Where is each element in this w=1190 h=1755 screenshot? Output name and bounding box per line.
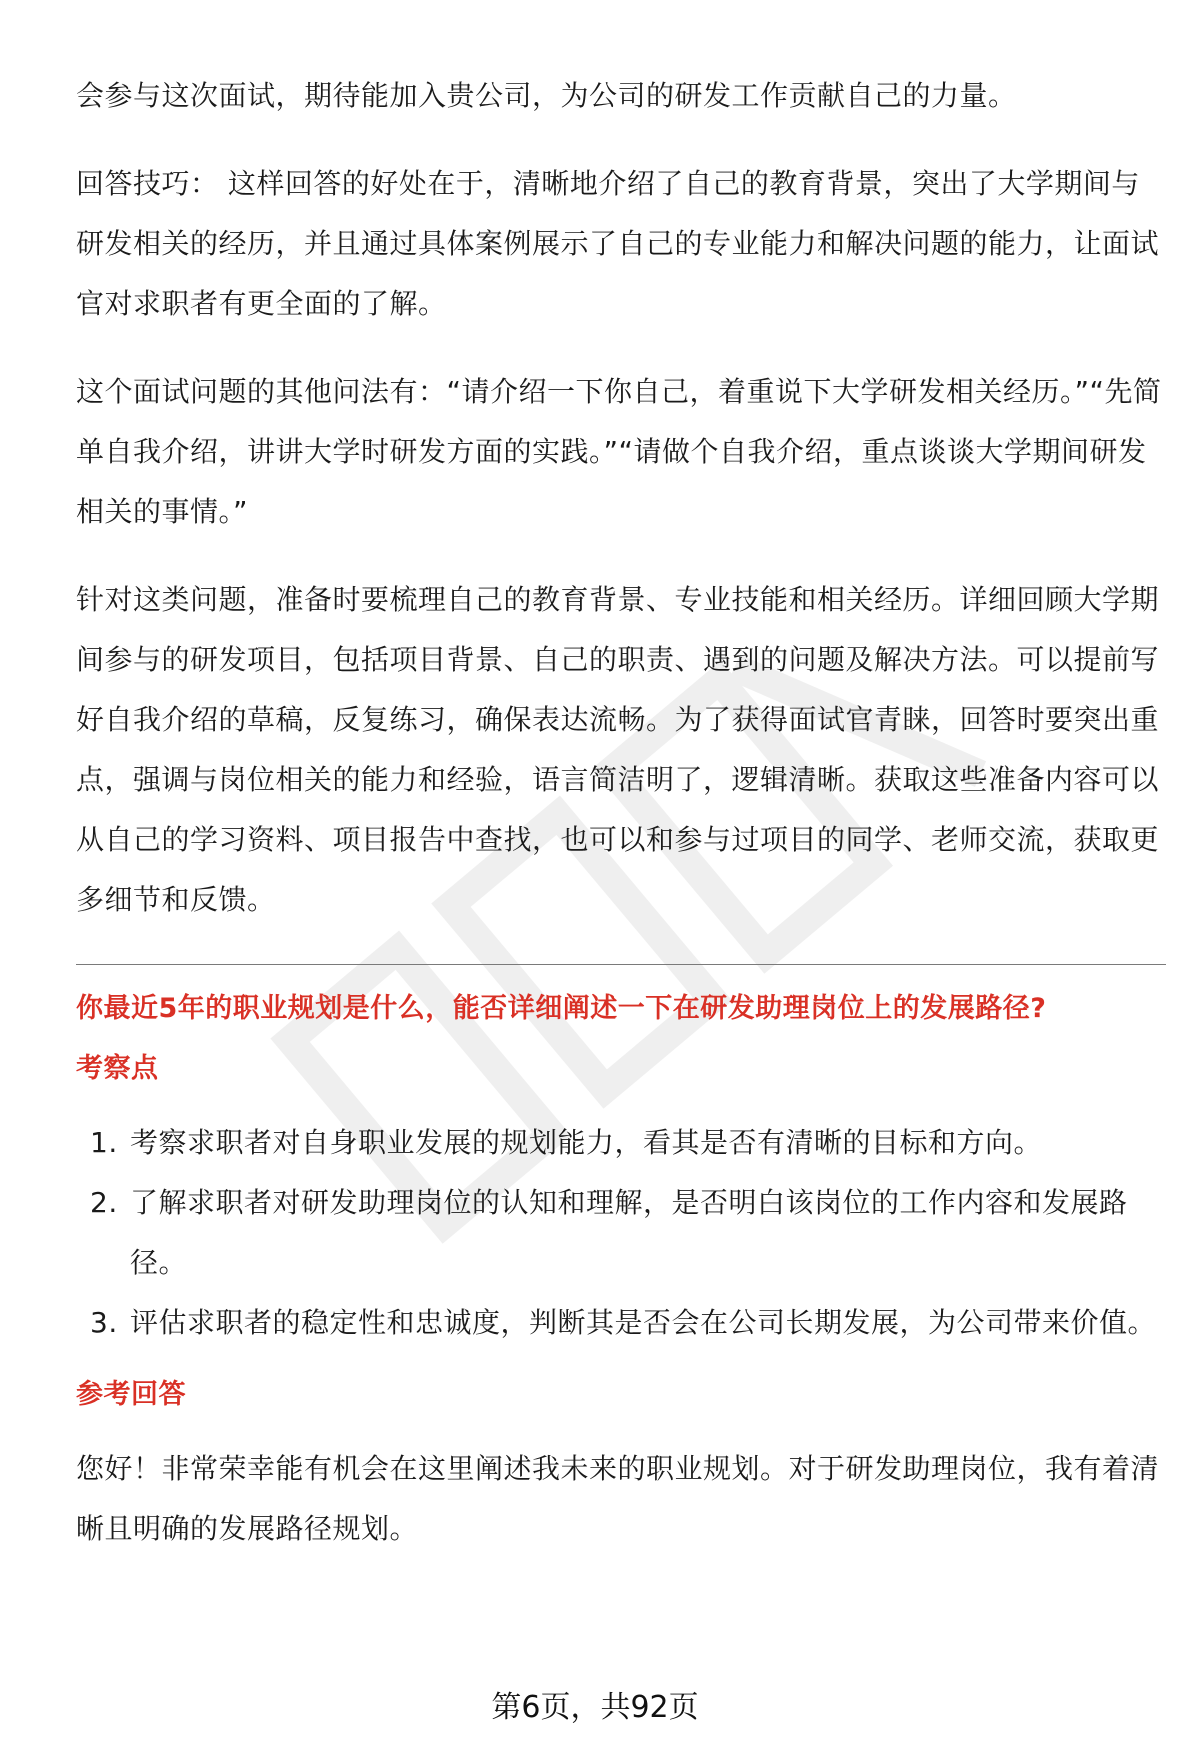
list-item [76,1113,1166,1173]
assessment-list [76,1113,1166,1353]
page-content [76,66,1166,1559]
list-item [76,1293,1166,1353]
answer-label: 参考回答 [76,1379,186,1410]
list-item-text: 考察求职者对自身职业发展的规划能力，看其是否有清晰的目标和方向。 [130,1126,1043,1159]
page-number: 第6页，共92页 [491,1690,699,1725]
list-item-text: 评估求职者的稳定性和忠诚度，判断其是否会在公司长期发展，为公司带来价值。 [130,1306,1157,1339]
list-number: 3. [90,1306,118,1339]
answer-text: 您好！非常荣幸能有机会在这里阐述我未来的职业规划。对于研发助理岗位，我有着清晰且明确的发展路径规划。 [76,1452,1160,1545]
list-item-text: 了解求职者对研发助理岗位的认知和理解，是否明白该岗位的工作内容和发展路径。 [130,1186,1128,1279]
assessment-label: 考察点 [76,1053,159,1084]
list-number: 1. [90,1126,118,1159]
paragraph-preparation: 针对这类问题，准备时要梳理自己的教育背景、专业技能和相关经历。详细回顾大学期间参与的研发项目，包括项目背景、自己的职责、遇到的问题及解决方法。可以提前写好自我介绍的草稿，反复练习，确保表达流畅。为了获得面试官青睐，回答时要突出重点，强调与岗位相关的能力和经验，语言简洁明了，逻辑清晰。获取这些准备内容可以从自己的学习资料、项目报告中查找，也可以和参与过项目的同学、老师交流，获取更多细节和反馈。 [76,583,1160,916]
paragraph-closing: 会参与这次面试，期待能加入贵公司，为公司的研发工作贡献自己的力量。 [76,79,1017,112]
list-item [76,1173,1166,1293]
section-divider [76,964,1166,965]
paragraph-alt-questions: 这个面试问题的其他问法有：“请介绍一下你自己，着重说下大学研发相关经历。”“先简单自我介绍，讲讲大学时研发方面的实践。”“请做个自我介绍，重点谈谈大学期间研发相关的事情。” [76,375,1162,528]
paragraph-answer-tips: 回答技巧： 这样回答的好处在于，清晰地介绍了自己的教育背景，突出了大学期间与研发相关的经历，并且通过具体案例展示了自己的专业能力和解决问题的能力，让面试官对求职者有更全面的了解。 [76,167,1160,320]
list-number: 2. [90,1186,118,1219]
question-title: 你最近5年的职业规划是什么，能否详细阐述一下在研发助理岗位上的发展路径? [76,993,1047,1024]
